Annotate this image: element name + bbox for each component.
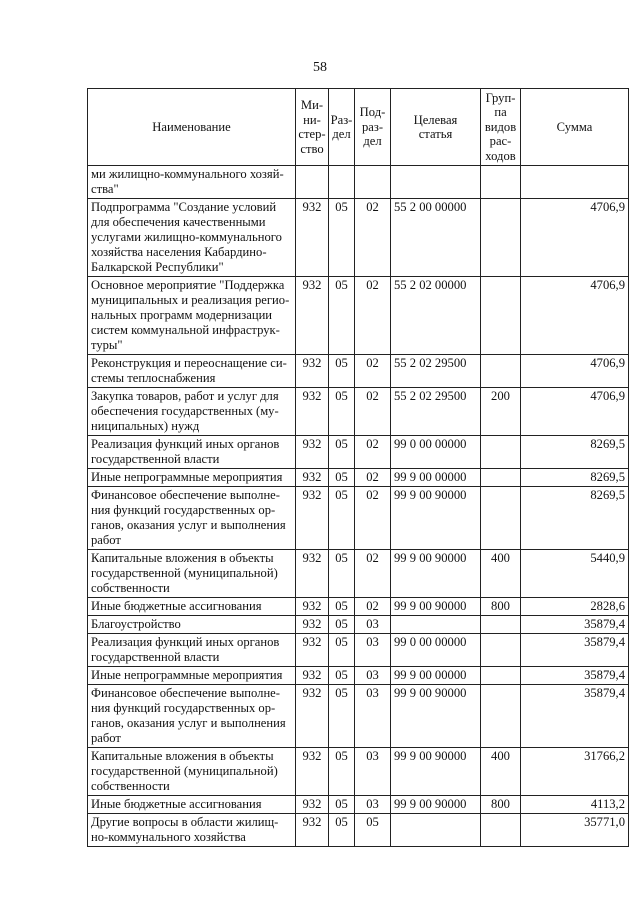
- table-row: [88, 487, 629, 550]
- cell-name: Благоустройство: [88, 616, 296, 634]
- cell-name: Капитальные вложения в объекты государственной (муниципальной) собственности: [88, 748, 296, 796]
- cell-target-item: 99 0 00 00000: [391, 634, 481, 667]
- header-expense-group-label: Груп- па видов рас- ходов: [484, 90, 517, 163]
- cell-section: [329, 166, 355, 199]
- cell-ministry: 932: [296, 598, 329, 616]
- cell-section: 05: [329, 550, 355, 598]
- cell-section: 05: [329, 616, 355, 634]
- cell-section: 05: [329, 796, 355, 814]
- table-row: [88, 616, 629, 634]
- cell-target-item: 55 2 00 00000: [391, 199, 481, 277]
- cell-target-item: 99 9 00 90000: [391, 748, 481, 796]
- cell-expense-group: [481, 199, 521, 277]
- cell-target-item: 99 9 00 90000: [391, 487, 481, 550]
- cell-target-item: [391, 616, 481, 634]
- cell-amount: 4706,9: [521, 355, 629, 388]
- column-header-ministry: [296, 89, 329, 166]
- header-section-label: Раз- дел: [330, 112, 353, 141]
- table-row: [88, 748, 629, 796]
- cell-ministry: 932: [296, 814, 329, 847]
- cell-expense-group: 400: [481, 748, 521, 796]
- cell-expense-group: [481, 277, 521, 355]
- cell-amount: 35771,0: [521, 814, 629, 847]
- cell-ministry: 932: [296, 616, 329, 634]
- cell-name: Закупка товаров, работ и услуг для обеспечения государственных (му- ниципальных) нужд: [88, 388, 296, 436]
- cell-subsection: [355, 166, 391, 199]
- cell-name: Подпрограмма "Создание условий для обеспечения качественными услугами жилищно-коммунального хозяйства населения Кабардино- Балкарской Республики": [88, 199, 296, 277]
- cell-subsection: 02: [355, 277, 391, 355]
- cell-amount: 35879,4: [521, 667, 629, 685]
- table-row: [88, 436, 629, 469]
- cell-subsection: 02: [355, 550, 391, 598]
- cell-name: Иные бюджетные ассигнования: [88, 598, 296, 616]
- column-header-expense-group: [481, 89, 521, 166]
- cell-target-item: [391, 814, 481, 847]
- cell-amount: 31766,2: [521, 748, 629, 796]
- cell-target-item: 55 2 02 29500: [391, 388, 481, 436]
- header-target-item-label: Целевая статья: [413, 112, 458, 141]
- column-header-amount: [521, 89, 629, 166]
- column-header-target-item: [391, 89, 481, 166]
- cell-ministry: 932: [296, 277, 329, 355]
- cell-expense-group: [481, 355, 521, 388]
- cell-amount: 2828,6: [521, 598, 629, 616]
- cell-ministry: 932: [296, 634, 329, 667]
- cell-subsection: 03: [355, 616, 391, 634]
- cell-name: Другие вопросы в области жилищ- но-коммунального хозяйства: [88, 814, 296, 847]
- cell-target-item: 99 9 00 90000: [391, 796, 481, 814]
- header-name-label: Наименование: [152, 119, 231, 134]
- cell-section: 05: [329, 388, 355, 436]
- cell-subsection: 02: [355, 199, 391, 277]
- cell-target-item: 99 9 00 90000: [391, 685, 481, 748]
- cell-amount: 35879,4: [521, 616, 629, 634]
- table-row: [88, 814, 629, 847]
- table-row: [88, 796, 629, 814]
- table-row: [88, 355, 629, 388]
- cell-target-item: 99 9 00 90000: [391, 598, 481, 616]
- table-header-row: [88, 89, 629, 166]
- cell-ministry: 932: [296, 355, 329, 388]
- table-row: [88, 388, 629, 436]
- cell-section: 05: [329, 667, 355, 685]
- header-amount-label: Сумма: [556, 119, 593, 134]
- cell-name: Капитальные вложения в объекты государственной (муниципальной) собственности: [88, 550, 296, 598]
- table-row: [88, 550, 629, 598]
- column-header-subsection: [355, 89, 391, 166]
- cell-section: 05: [329, 277, 355, 355]
- cell-subsection: 03: [355, 667, 391, 685]
- cell-name: Финансовое обеспечение выполне- ния функций государственных ор- ганов, оказания услуг и выполнения работ: [88, 685, 296, 748]
- cell-amount: 4113,2: [521, 796, 629, 814]
- cell-target-item: 99 0 00 00000: [391, 436, 481, 469]
- column-header-section: [329, 89, 355, 166]
- cell-expense-group: 800: [481, 796, 521, 814]
- cell-expense-group: 800: [481, 598, 521, 616]
- cell-subsection: 03: [355, 796, 391, 814]
- cell-section: 05: [329, 199, 355, 277]
- cell-name: Финансовое обеспечение выполне- ния функций государственных ор- ганов, оказания услуг и выполнения работ: [88, 487, 296, 550]
- cell-expense-group: 200: [481, 388, 521, 436]
- cell-subsection: 05: [355, 814, 391, 847]
- table-row: [88, 634, 629, 667]
- cell-ministry: 932: [296, 685, 329, 748]
- cell-ministry: [296, 166, 329, 199]
- table-body: [88, 166, 629, 847]
- header-subsection-label: Под- раз- дел: [359, 105, 386, 149]
- cell-name: Реконструкция и переоснащение си- стемы теплоснабжения: [88, 355, 296, 388]
- cell-subsection: 03: [355, 634, 391, 667]
- table-row: [88, 277, 629, 355]
- cell-subsection: 02: [355, 355, 391, 388]
- table-row: [88, 598, 629, 616]
- table-row: [88, 469, 629, 487]
- cell-expense-group: [481, 634, 521, 667]
- cell-name: ми жилищно-коммунального хозяй- ства": [88, 166, 296, 199]
- cell-section: 05: [329, 685, 355, 748]
- cell-ministry: 932: [296, 667, 329, 685]
- header-ministry-label: Ми- ни- стер- ство: [298, 98, 326, 156]
- cell-subsection: 02: [355, 388, 391, 436]
- column-header-name: [88, 89, 296, 166]
- cell-expense-group: 400: [481, 550, 521, 598]
- cell-expense-group: [481, 166, 521, 199]
- cell-target-item: 99 9 00 00000: [391, 667, 481, 685]
- cell-target-item: 99 9 00 90000: [391, 550, 481, 598]
- cell-amount: 4706,9: [521, 277, 629, 355]
- cell-section: 05: [329, 748, 355, 796]
- cell-amount: 35879,4: [521, 685, 629, 748]
- cell-ministry: 932: [296, 487, 329, 550]
- cell-target-item: [391, 166, 481, 199]
- cell-expense-group: [481, 616, 521, 634]
- cell-section: 05: [329, 469, 355, 487]
- cell-ministry: 932: [296, 199, 329, 277]
- cell-ministry: 932: [296, 796, 329, 814]
- cell-expense-group: [481, 667, 521, 685]
- table-row: [88, 667, 629, 685]
- cell-ministry: 932: [296, 550, 329, 598]
- budget-table: [87, 88, 629, 847]
- cell-section: 05: [329, 814, 355, 847]
- cell-expense-group: [481, 487, 521, 550]
- cell-subsection: 02: [355, 598, 391, 616]
- cell-name: Основное мероприятие "Поддержка муниципальных и реализация регио- нальных программ модернизации систем коммунальной инфраструк- туры": [88, 277, 296, 355]
- table-row: [88, 685, 629, 748]
- table-row: [88, 166, 629, 199]
- cell-name: Реализация функций иных органов государственной власти: [88, 634, 296, 667]
- cell-section: 05: [329, 355, 355, 388]
- cell-ministry: 932: [296, 388, 329, 436]
- cell-section: 05: [329, 634, 355, 667]
- cell-expense-group: [481, 814, 521, 847]
- cell-section: 05: [329, 598, 355, 616]
- cell-amount: 8269,5: [521, 487, 629, 550]
- cell-amount: [521, 166, 629, 199]
- cell-subsection: 02: [355, 487, 391, 550]
- cell-name: Реализация функций иных органов государственной власти: [88, 436, 296, 469]
- cell-amount: 4706,9: [521, 388, 629, 436]
- page-number: 58: [313, 60, 327, 75]
- cell-expense-group: [481, 469, 521, 487]
- cell-target-item: 55 2 02 00000: [391, 277, 481, 355]
- cell-amount: 4706,9: [521, 199, 629, 277]
- cell-ministry: 932: [296, 436, 329, 469]
- cell-amount: 8269,5: [521, 469, 629, 487]
- cell-subsection: 02: [355, 436, 391, 469]
- cell-ministry: 932: [296, 469, 329, 487]
- cell-target-item: 55 2 02 29500: [391, 355, 481, 388]
- cell-subsection: 03: [355, 748, 391, 796]
- cell-expense-group: [481, 685, 521, 748]
- cell-subsection: 02: [355, 469, 391, 487]
- cell-ministry: 932: [296, 748, 329, 796]
- cell-name: Иные непрограммные мероприятия: [88, 469, 296, 487]
- cell-name: Иные бюджетные ассигнования: [88, 796, 296, 814]
- table-row: [88, 199, 629, 277]
- cell-amount: 8269,5: [521, 436, 629, 469]
- cell-target-item: 99 9 00 00000: [391, 469, 481, 487]
- cell-amount: 35879,4: [521, 634, 629, 667]
- cell-amount: 5440,9: [521, 550, 629, 598]
- cell-section: 05: [329, 487, 355, 550]
- cell-expense-group: [481, 436, 521, 469]
- cell-section: 05: [329, 436, 355, 469]
- cell-name: Иные непрограммные мероприятия: [88, 667, 296, 685]
- cell-subsection: 03: [355, 685, 391, 748]
